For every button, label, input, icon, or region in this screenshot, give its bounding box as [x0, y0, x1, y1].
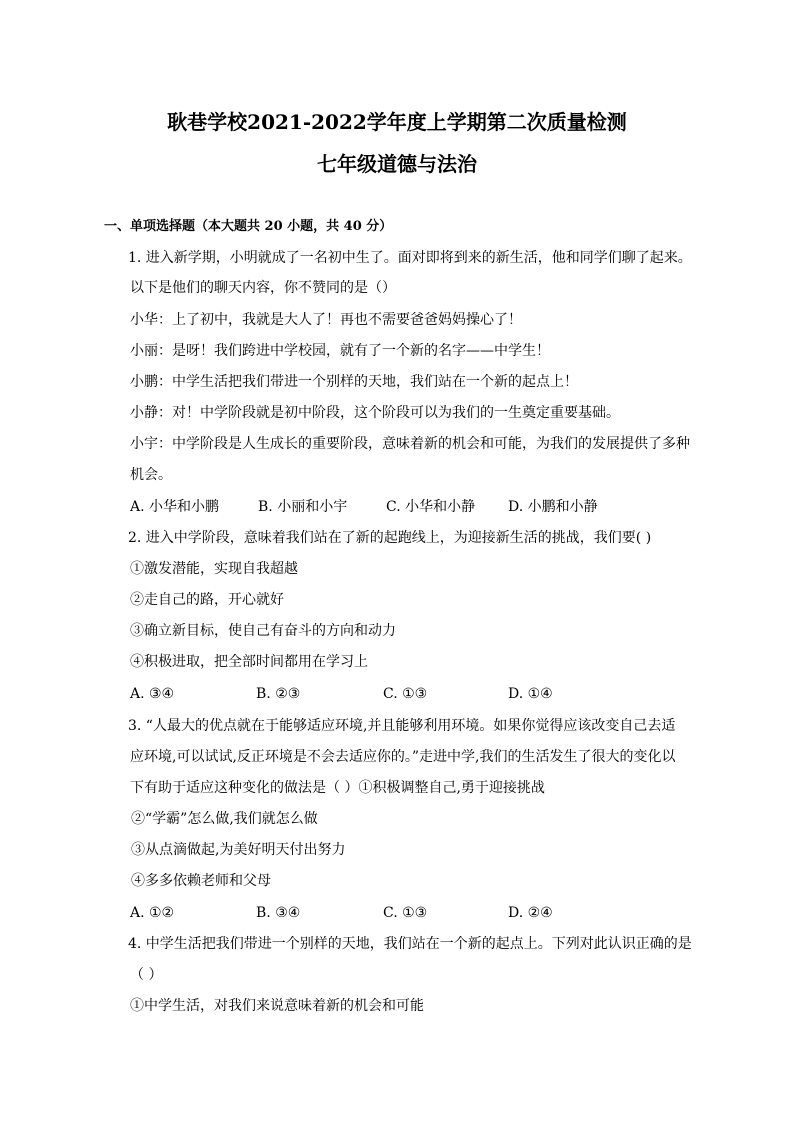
question-2-line-5: ④积极进取，把全部时间都用在学习上 — [130, 654, 368, 670]
question-3-line-5: ③从点滴做起,为美好明天付出努力 — [131, 842, 346, 858]
question-2-option-b: B. ②③ — [256, 686, 301, 702]
question-2-line-3: ②走自己的路，开心就好 — [130, 592, 284, 608]
question-1-option-b: B. 小丽和小宇 — [258, 499, 348, 515]
question-4-line-1: 4. 中学生活把我们带进一个别样的天地，我们站在一个新的起点上。下列对此认识正确的是 — [128, 936, 692, 952]
question-1-option-d: D. 小鹏和小静 — [508, 499, 598, 515]
question-1-line-4: 小丽：是呀！我们跨进中学校园，就有了一个新的名字——中学生！ — [130, 343, 550, 359]
question-1-line-3: 小华：上了初中，我就是大人了！再也不需要爸爸妈妈操心了！ — [130, 312, 522, 328]
question-2-line-4: ③确立新目标，使自己有奋斗的方向和动力 — [130, 623, 396, 639]
question-1-option-a: A. 小华和小鹏 — [130, 499, 220, 515]
question-2-option-a: A. ③④ — [130, 686, 175, 702]
question-1-line-2: 以下是他们的聊天内容，你不赞同的是（） — [130, 280, 396, 296]
question-3-option-d: D. ②④ — [508, 905, 553, 921]
question-1-line-7: 小宇：中学阶段是人生成长的重要阶段，意味着新的机会和可能，为我们的发展提供了多种 — [130, 436, 690, 452]
question-2-line-1: 2. 进入中学阶段，意味着我们站在了新的起跑线上，为迎接新生活的挑战，我们要( ) — [128, 530, 652, 546]
question-1-line-8: 机会。 — [130, 467, 172, 483]
question-3-option-c: C. ①③ — [383, 905, 428, 921]
question-3-line-3: 下有助于适应这种变化的做法是（ ）①积极调整自己,勇于迎接挑战 — [130, 780, 545, 796]
question-2-line-2: ①激发潜能，实现自我超越 — [130, 561, 298, 577]
question-1-option-c: C. 小华和小静 — [386, 499, 476, 515]
question-4-line-3: ①中学生活，对我们来说意味着新的机会和可能 — [130, 998, 424, 1014]
question-2-option-c: C. ①③ — [383, 686, 428, 702]
question-3-line-4: ②“学霸”怎么做,我们就怎么做 — [131, 811, 318, 827]
question-1-line-1: 1. 进入新学期，小明就成了一名初中生了。面对即将到来的新生活，他和同学们聊了起来。 — [128, 250, 692, 266]
question-4-line-2: （ ） — [130, 967, 163, 983]
question-3-line-6: ④多多依赖老师和父母 — [131, 873, 271, 889]
question-1-line-6: 小静：对！中学阶段就是初中阶段，这个阶段可以为我们的一生奠定重要基础。 — [130, 405, 620, 421]
question-1-line-5: 小鹏：中学生活把我们带进一个别样的天地，我们站在一个新的起点上！ — [130, 374, 578, 390]
exam-title: 耿巷学校2021-2022学年度上学期第二次质量检测 — [167, 110, 627, 134]
exam-subtitle: 七年级道德与法治 — [317, 152, 477, 176]
question-2-option-d: D. ①④ — [508, 686, 553, 702]
question-3-option-a: A. ①② — [130, 905, 175, 921]
question-3-option-b: B. ③④ — [256, 905, 301, 921]
question-3-line-1: 3. “人最大的优点就在于能够适应环境,并且能够利用环境。如果你觉得应该改变自己去适 — [128, 718, 676, 734]
section-header: 一、单项选择题（本大题共 20 小题，共 40 分） — [104, 219, 393, 234]
question-3-line-2: 应环境,可以试试,反正环境是不会去适应你的。”走进中学,我们的生活发生了很大的变化以 — [130, 749, 676, 765]
